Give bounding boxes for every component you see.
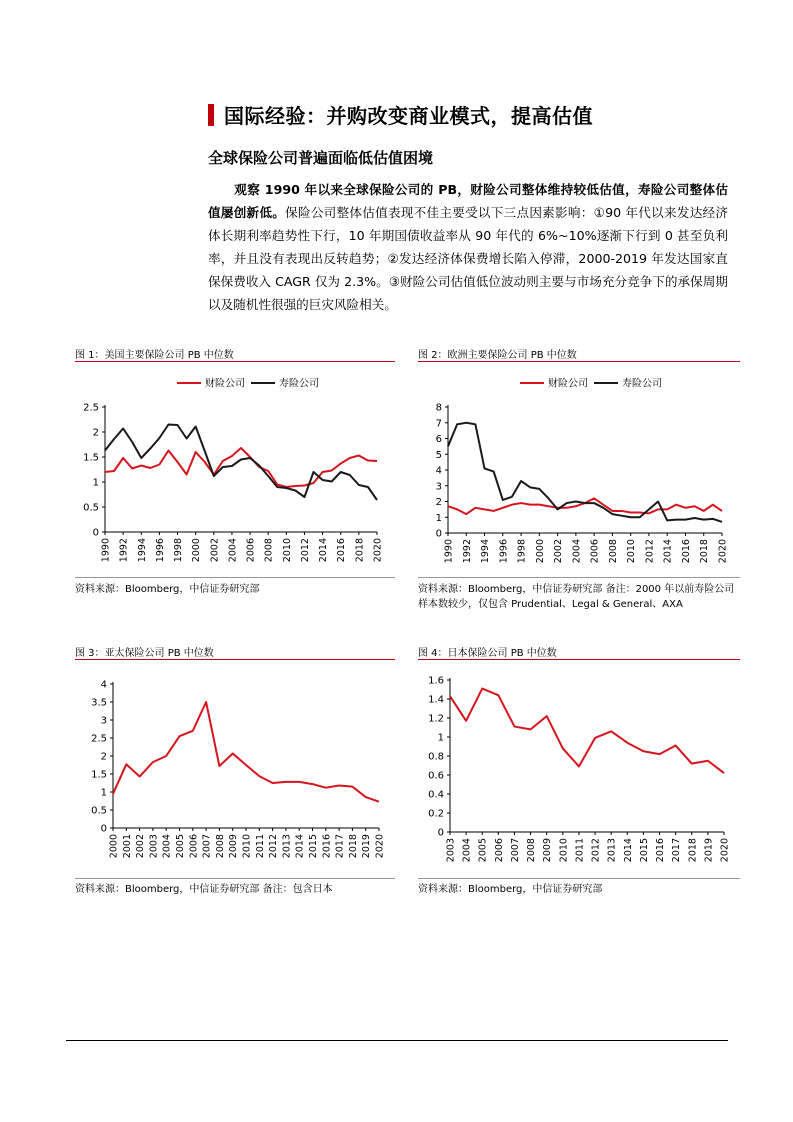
x-tick-label: 1994: [136, 538, 148, 563]
fig3-title: 图 3：亚太保险公司 PB 中位数: [75, 648, 214, 659]
y-tick-label: 1: [435, 512, 442, 524]
x-tick-label: 2002: [135, 834, 147, 859]
x-tick-label: 2008: [263, 538, 275, 563]
x-tick-label: 2018: [699, 539, 711, 564]
x-tick-label: 2008: [526, 838, 538, 863]
y-tick-label: 0: [435, 528, 442, 540]
y-tick-label: 2: [100, 751, 107, 763]
x-tick-label: 2010: [558, 838, 570, 863]
x-tick-label: 2020: [372, 538, 384, 563]
y-tick-label: 0: [92, 527, 99, 539]
y-tick-label: 1.4: [428, 694, 444, 706]
x-tick-label: 2000: [191, 538, 203, 563]
y-tick-label: 2: [92, 427, 99, 439]
x-tick-label: 2012: [644, 539, 656, 564]
fig2-chart: [418, 365, 740, 575]
fig4-bottom-rule: [418, 878, 740, 879]
y-tick-label: 1.6: [428, 675, 444, 687]
x-tick-label: 2012: [590, 838, 602, 863]
x-tick-label: 2010: [281, 538, 293, 563]
x-tick-label: 2016: [655, 838, 667, 863]
fig3-chart: [75, 664, 395, 876]
x-tick-label: 2018: [354, 538, 366, 563]
fig3-source: 资料来源：Bloomberg，中信证券研究部 备注：包含日本: [75, 884, 333, 895]
y-tick-label: 2.5: [83, 402, 99, 414]
fig1-top-rule: [75, 361, 395, 362]
x-tick-label: 1994: [480, 539, 492, 564]
fig1-bottom-rule: [75, 577, 395, 578]
x-tick-label: 2020: [717, 539, 729, 564]
x-tick-label: 2016: [321, 834, 333, 859]
x-tick-label: 2010: [626, 539, 638, 564]
x-tick-label: 2006: [188, 834, 200, 859]
x-tick-label: 2020: [374, 834, 386, 859]
x-tick-label: 2008: [214, 834, 226, 859]
x-tick-label: 2000: [108, 834, 120, 859]
x-tick-label: 2010: [241, 834, 253, 859]
x-tick-label: 2012: [268, 834, 280, 859]
x-tick-label: 2013: [281, 834, 293, 859]
y-tick-label: 7: [435, 418, 442, 430]
x-tick-label: 2006: [245, 538, 257, 563]
y-tick-label: 0: [100, 823, 107, 835]
x-tick-label: 2004: [571, 539, 583, 564]
y-tick-label: 0.2: [428, 808, 444, 820]
y-tick-label: 6: [435, 434, 442, 445]
x-tick-label: 2018: [687, 838, 699, 863]
series-line-first: [448, 498, 722, 514]
y-tick-label: 1.5: [91, 769, 107, 781]
x-tick-label: 1990: [100, 538, 112, 563]
x-tick-label: 2014: [662, 539, 674, 564]
x-tick-label: 1996: [498, 539, 510, 564]
y-tick-label: 1: [92, 477, 99, 489]
fig3-bottom-rule: [75, 878, 395, 879]
y-tick-label: 0.8: [428, 751, 444, 763]
x-tick-label: 2014: [294, 834, 306, 859]
paragraph-lead: 观察 1990 年以来全球保险公司的 PB，财险公司整体维持较低估值，寿险公司整体估值屡创新低。: [208, 182, 728, 220]
legend-label: 财险公司: [205, 378, 245, 390]
x-tick-label: 2019: [703, 838, 715, 863]
x-tick-label: 2015: [308, 834, 319, 859]
x-tick-label: 2006: [589, 539, 601, 564]
x-tick-label: 2009: [228, 834, 240, 859]
y-tick-label: 1.2: [428, 713, 444, 725]
y-tick-label: 4: [100, 679, 107, 691]
y-tick-label: 1.5: [83, 452, 99, 464]
x-tick-label: 2020: [719, 838, 731, 863]
fig4-top-rule: [418, 659, 740, 660]
section-accent-bar: [208, 104, 214, 126]
x-tick-label: 1992: [461, 539, 473, 564]
x-tick-label: 2000: [534, 539, 546, 564]
x-tick-label: 2004: [461, 838, 473, 863]
y-tick-label: 0.6: [428, 770, 444, 782]
x-tick-label: 2009: [542, 838, 554, 863]
x-tick-label: 2005: [175, 834, 186, 859]
y-tick-label: 4: [435, 465, 442, 477]
fig2-title: 图 2：欧洲主要保险公司 PB 中位数: [418, 350, 577, 361]
x-tick-label: 1996: [154, 538, 166, 563]
legend-label: 寿险公司: [622, 378, 662, 390]
x-tick-label: 2015: [638, 838, 650, 863]
fig4-title: 图 4：日本保险公司 PB 中位数: [418, 648, 557, 659]
y-tick-label: 3.5: [91, 697, 107, 709]
y-tick-label: 3: [100, 715, 107, 727]
x-tick-label: 2003: [445, 838, 457, 863]
fig4-source: 资料来源：Bloomberg，中信证券研究部: [418, 884, 603, 895]
x-tick-label: 2007: [201, 834, 213, 859]
x-tick-label: 2012: [299, 538, 311, 563]
y-tick-label: 0.4: [428, 789, 444, 801]
fig1-source: 资料来源：Bloomberg，中信证券研究部: [75, 584, 260, 595]
x-tick-label: 2011: [254, 834, 266, 859]
x-tick-label: 2017: [671, 838, 683, 863]
y-tick-label: 0: [437, 827, 444, 839]
x-tick-label: 2016: [680, 539, 692, 564]
series-line-second: [105, 425, 377, 501]
series-line-first: [450, 689, 724, 774]
fig2-bottom-rule: [418, 577, 740, 578]
y-tick-label: 2.5: [91, 733, 107, 745]
legend-label: 财险公司: [548, 378, 588, 390]
x-tick-label: 2018: [347, 834, 359, 859]
fig1-chart: [75, 365, 395, 575]
y-tick-label: 2: [435, 497, 442, 508]
x-tick-label: 2002: [553, 539, 565, 564]
y-tick-label: 8: [435, 402, 442, 414]
fig3-top-rule: [75, 659, 395, 660]
paragraph-body: 保险公司整体估值表现不佳主要受以下三点因素影响：①90 年代以来发达经济体长期利率趋势性下行，10 年期国债收益率从 90 年代的 6%~10%逐渐下行到 0 甚至负利率，并且没有表现出反转趋势；②发达经济体保费增长陷入停滞，2000-2019 年发达国家直保保费收入 CAGR 仅为 2.3%。③财险公司估值低位波动则主要与市场充分竞争下的承保周期以及随机性很强的巨灾风险相关。: [208, 205, 728, 312]
fig4-chart: [418, 664, 740, 876]
x-tick-label: 2008: [607, 539, 619, 564]
x-tick-label: 2003: [148, 834, 160, 859]
section-title: 国际经验：并购改变商业模式，提高估值: [224, 104, 593, 128]
legend-label: 寿险公司: [279, 378, 319, 390]
fig1-title: 图 1：美国主要保险公司 PB 中位数: [75, 350, 234, 361]
body-paragraph: [208, 178, 728, 316]
y-tick-label: 3: [435, 481, 442, 493]
x-tick-label: 1992: [118, 538, 130, 563]
subsection-title: 全球保险公司普遍面临低估值困境: [208, 149, 434, 167]
fig2-top-rule: [418, 361, 740, 362]
x-tick-label: 2014: [622, 838, 634, 863]
fig2-source: 资料来源：Bloomberg，中信证券研究部 备注：2000 年以前寿险公司样本数较少，仅包含 Prudential、Legal & General、AXA: [418, 584, 735, 610]
x-tick-label: 2005: [477, 838, 489, 863]
x-tick-label: 2016: [336, 538, 348, 563]
x-tick-label: 1998: [516, 539, 528, 564]
x-tick-label: 2013: [606, 838, 618, 863]
series-line-first: [113, 702, 379, 802]
y-tick-label: 1: [100, 787, 107, 799]
x-tick-label: 2006: [493, 838, 505, 863]
y-tick-label: 0.5: [91, 805, 107, 817]
x-tick-label: 2011: [574, 838, 586, 863]
footer-rule: [66, 1040, 728, 1041]
x-tick-label: 1990: [443, 539, 455, 564]
x-tick-label: 1998: [173, 538, 185, 563]
x-tick-label: 2004: [161, 834, 173, 859]
x-tick-label: 2001: [121, 834, 133, 859]
x-tick-label: 2017: [334, 834, 346, 859]
x-tick-label: 2002: [209, 538, 221, 563]
x-tick-label: 2019: [361, 834, 373, 859]
y-tick-label: 1: [437, 732, 444, 744]
y-tick-label: 0.5: [83, 502, 99, 514]
x-tick-label: 2014: [318, 538, 330, 563]
x-tick-label: 2004: [227, 538, 239, 563]
x-tick-label: 2007: [509, 838, 521, 863]
y-tick-label: 5: [435, 449, 442, 461]
